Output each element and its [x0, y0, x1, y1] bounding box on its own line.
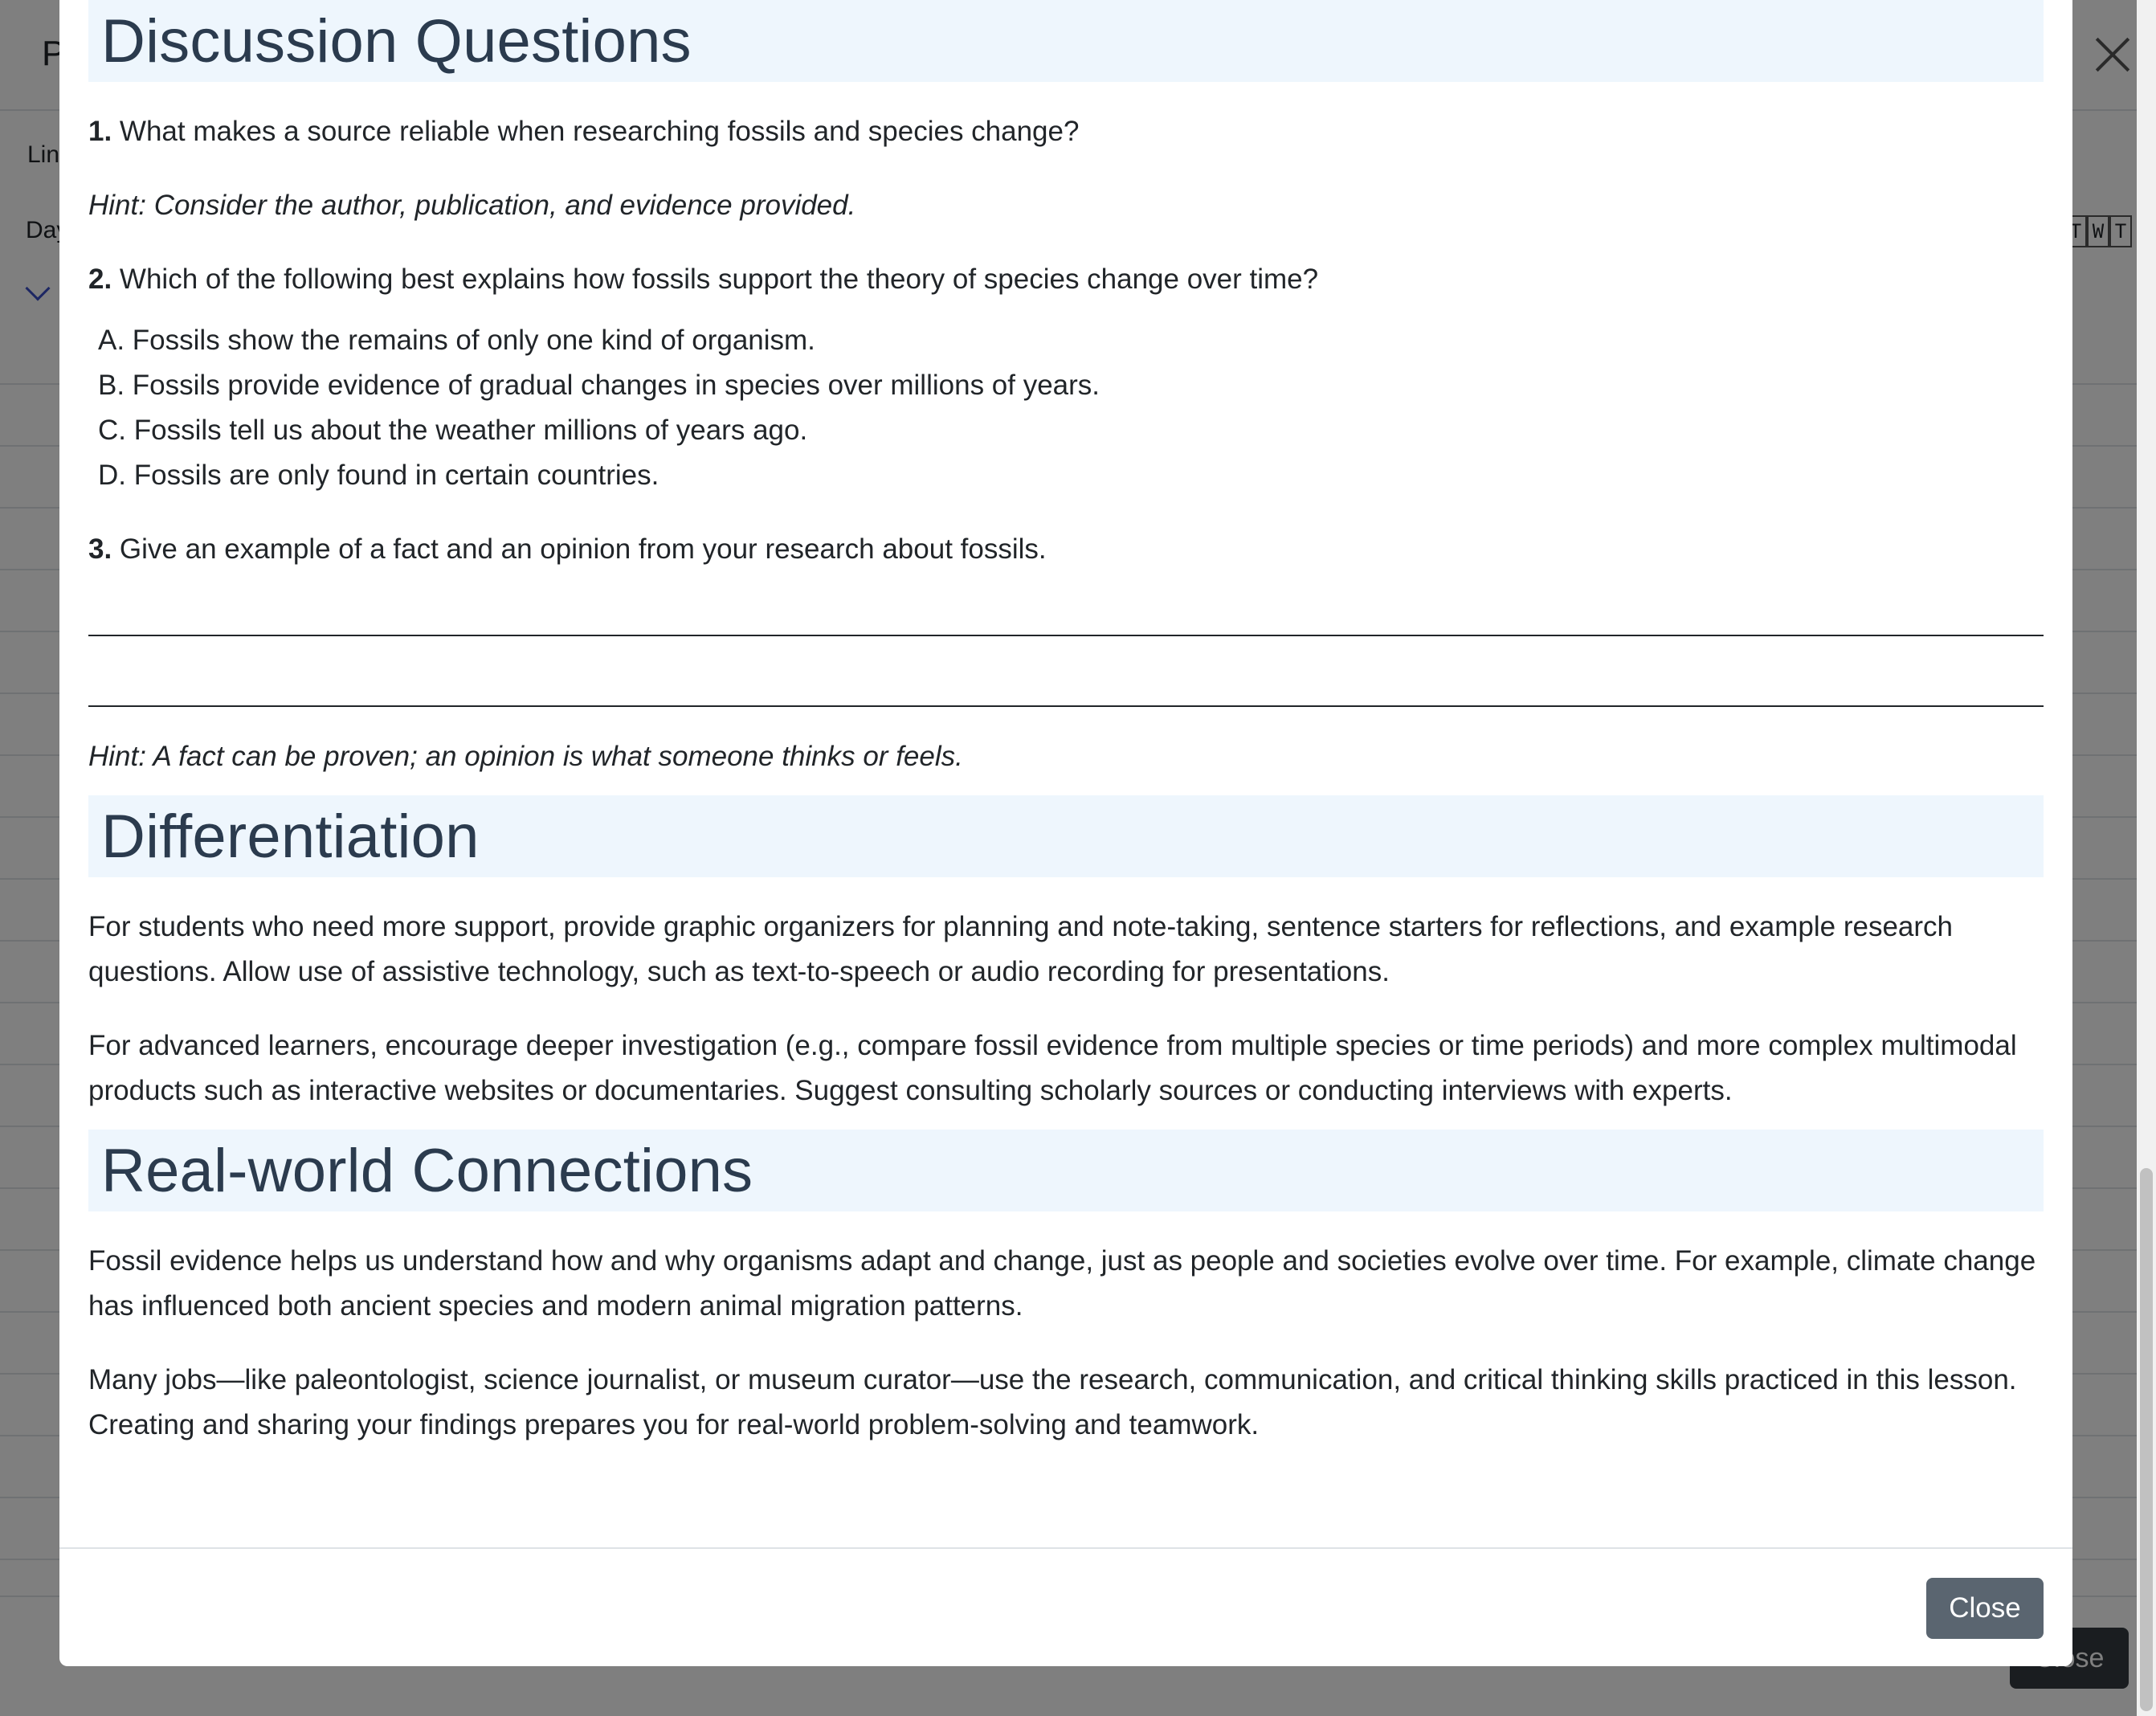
question-3: [88, 527, 2044, 572]
answer-line: [88, 635, 2044, 636]
modal-footer-divider: [59, 1547, 2072, 1549]
modal-body: [88, 0, 2044, 1477]
question-number: 3.: [88, 533, 112, 565]
section-differentiation: [88, 795, 2044, 877]
real-world-paragraph: Fossil evidence helps us understand how and why organisms adapt and change, just as people and societies evolve over time. For example, climate change has influenced both ancient species and modern animal migration patterns.: [88, 1245, 2036, 1322]
question-3-hint: Hint: A fact can be proven; an opinion is what someone thinks or feels.: [88, 741, 963, 772]
option-d: D. Fossils are only found in certain countries.: [98, 460, 659, 491]
question-1: [88, 109, 2044, 154]
section-heading: Real-world Connections: [101, 1136, 753, 1205]
question-number: 2.: [88, 264, 112, 295]
question-2-options: [98, 318, 2044, 498]
section-real-world-connections: [88, 1130, 2044, 1211]
differentiation-paragraph: For advanced learners, encourage deeper investigation (e.g., compare fossil evidence from multiple species or time periods) and more complex multimodal products such as interactive websites or documentaries. Suggest consulting scholarly sources or conducting interviews with experts.: [88, 1030, 2017, 1106]
option-c: C. Fossils tell us about the weather millions of years ago.: [98, 415, 808, 446]
real-world-paragraph: Many jobs—like paleontologist, science journalist, or museum curator—use the research, communication, and critical thinking skills practiced in this lesson. Creating and sharing your findings prepares you for real-world problem-solving and teamwork.: [88, 1364, 2017, 1440]
close-button[interactable]: Close: [1926, 1578, 2044, 1639]
question-text: Which of the following best explains how fossils support the theory of species change over time?: [112, 264, 1319, 295]
question-text: Give an example of a fact and an opinion from your research about fossils.: [112, 533, 1047, 565]
question-text: What makes a source reliable when researching fossils and species change?: [112, 116, 1080, 147]
section-heading: Differentiation: [101, 802, 480, 871]
answer-line: [88, 705, 2044, 707]
scrollbar-thumb[interactable]: [2140, 1168, 2153, 1711]
question-number: 1.: [88, 116, 112, 147]
question-1-hint: Hint: Consider the author, publication, and evidence provided.: [88, 190, 856, 221]
section-discussion-questions: [88, 0, 2044, 82]
lesson-modal: [59, 0, 2072, 1666]
question-2: [88, 257, 2044, 302]
section-heading: Discussion Questions: [101, 6, 692, 76]
option-a: A. Fossils show the remains of only one kind of organism.: [98, 325, 815, 356]
option-b: B. Fossils provide evidence of gradual changes in species over millions of years.: [98, 370, 1100, 401]
differentiation-paragraph: For students who need more support, provide graphic organizers for planning and note-taking, sentence starters for reflections, and example research questions. Allow use of assistive technology, such as text-to-speech or audio recording for presentations.: [88, 911, 1954, 987]
